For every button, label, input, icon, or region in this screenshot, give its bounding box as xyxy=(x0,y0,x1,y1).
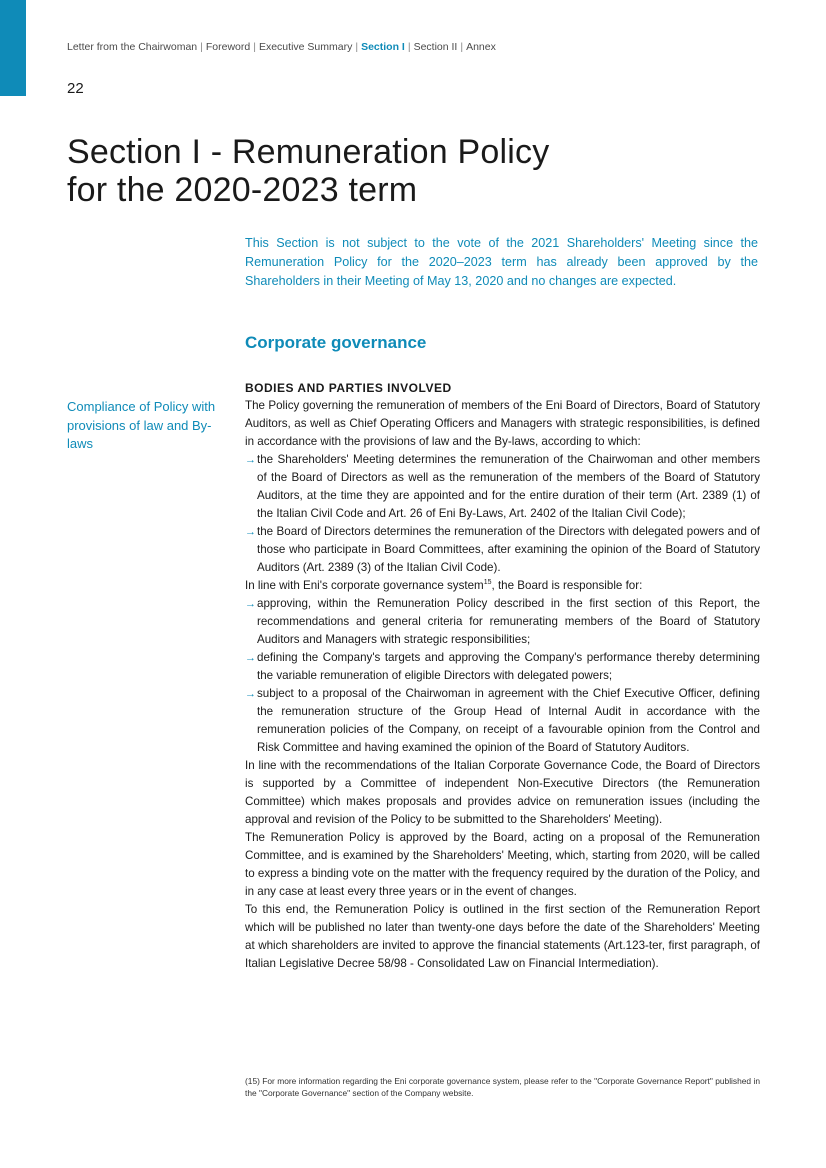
footnote-reference[interactable]: 15 xyxy=(483,579,492,587)
paragraph-text: In line with Eni's corporate governance system xyxy=(245,579,484,592)
list-item-text: subject to a proposal of the Chairwoman in agreement with the Chief Executive Officer, defining the remuneration structure of the Group Head of Internal Audit in accordance with the remuneration policies of the Company, on receipt of a favourable opinion from the Control and Risk Committee and having examined the opinion of the Board of Statutory Auditors. xyxy=(257,687,760,754)
breadcrumb-foreword[interactable]: Foreword xyxy=(205,41,251,53)
list-item xyxy=(245,451,760,523)
breadcrumb-letter[interactable]: Letter from the Chairwoman xyxy=(67,41,198,53)
list-item xyxy=(245,595,760,649)
arrow-right-icon: → xyxy=(245,526,256,538)
breadcrumb xyxy=(67,41,496,53)
breadcrumb-separator: | xyxy=(407,41,411,53)
breadcrumb-annex[interactable]: Annex xyxy=(466,41,496,53)
page-title-line-1: Section I - Remuneration Policy xyxy=(67,133,550,171)
breadcrumb-separator: | xyxy=(253,41,256,53)
list-item xyxy=(245,523,760,577)
section-heading: Corporate governance xyxy=(245,333,427,352)
breadcrumb-section-i[interactable]: Section I xyxy=(361,41,405,53)
list-item xyxy=(245,685,760,757)
list-item-text: the Shareholders' Meeting determines the remuneration of the Chairwoman and other members of the Board of Directors as well as the remuneration of the members of the Board of Statutory Auditors, at the time they are appointed and for the entire duration of their term (Art. 2389 (1) of the Italian Civil Code and Art. 26 of Eni By-Laws, Art. 2402 of the Italian Civil Code); xyxy=(257,453,760,520)
paragraph-text: , the Board is responsible for: xyxy=(491,579,643,592)
breadcrumb-executive-summary[interactable]: Executive Summary xyxy=(258,41,353,53)
footnote: (15) For more information regarding the Eni corporate governance system, please refer to the "Corporate Governance Report" published in the "Corporate Governance" section of the Company website. xyxy=(245,1076,760,1098)
list-item xyxy=(245,649,760,685)
page-number: 22 xyxy=(67,80,84,97)
body-paragraph: To this end, the Remuneration Policy is outlined in the first section of the Remuneration Report which will be published no later than twenty-one days before the date of the Shareholders' Meeting at which shareholders are invited to approve the financial statements (Art.123-ter, first paragraph, of Italian Legislative Decree 58/98 - Consolidated Law on Financial Intermediation). xyxy=(245,903,760,970)
body-paragraph: In line with the recommendations of the Italian Corporate Governance Code, the Board of Directors is supported by a Committee of independent Non-Executive Directors (the Remuneration Committee) which makes proposals and provides advice on remuneration issues (including the approval and revision of the Policy to be submitted to the Shareholders' Meeting). xyxy=(245,759,760,826)
breadcrumb-separator: | xyxy=(200,41,203,53)
breadcrumb-section-ii[interactable]: Section II xyxy=(413,41,458,53)
list-item-text: approving, within the Remuneration Policy described in the first section of this Report, the recommendations and general criteria for remunerating members of the Board of Statutory Auditors and Managers with strategic responsibilities; xyxy=(257,597,760,646)
breadcrumb-separator: | xyxy=(460,41,464,53)
arrow-right-icon: → xyxy=(245,652,256,664)
page-title xyxy=(67,133,549,209)
arrow-right-icon: → xyxy=(245,598,256,610)
accent-edge-bar xyxy=(0,0,26,96)
body-content xyxy=(245,380,760,973)
page-title-line-2: for the 2020-2023 term xyxy=(67,171,418,209)
intro-paragraph: This Section is not subject to the vote of the 2021 Shareholders' Meeting since the Remuneration Policy for the 2020–2023 term has already been approved by the Shareholders in their Meeting of May 13, 2020 and no changes are expected. xyxy=(245,236,758,288)
list-item-text: defining the Company's targets and approving the Company's performance thereby determining the variable remuneration of eligible Directors with delegated powers; xyxy=(257,651,760,682)
bullet-list xyxy=(245,595,760,757)
margin-note: Compliance of Policy with provisions of law and By-laws xyxy=(67,399,216,451)
breadcrumb-separator: | xyxy=(355,41,359,53)
body-paragraph xyxy=(245,577,760,595)
body-paragraph: The Remuneration Policy is approved by the Board, acting on a proposal of the Remuneration Committee, and is examined by the Shareholders' Meeting, which, starting from 2020, will be called to express a binding vote on the matter with the frequency required by the duration of the Policy, and in any case at least every three years or in the event of changes. xyxy=(245,831,760,898)
subheading: BODIES AND PARTIES INVOLVED xyxy=(245,381,452,395)
bullet-list xyxy=(245,451,760,577)
list-item-text: the Board of Directors determines the remuneration of the Directors with delegated powers and of those who participate in Board Committees, after examining the opinion of the Board of Statutory Auditors (Art. 2389 (3) of the Italian Civil Code). xyxy=(257,525,760,574)
arrow-right-icon: → xyxy=(245,688,256,700)
arrow-right-icon: → xyxy=(245,454,256,466)
body-paragraph: The Policy governing the remuneration of members of the Eni Board of Directors, Board of Statutory Auditors, as well as Chief Operating Officers and Managers with strategic responsibilities, is defined in accordance with the provisions of law and the By-laws, according to which: xyxy=(245,399,760,448)
